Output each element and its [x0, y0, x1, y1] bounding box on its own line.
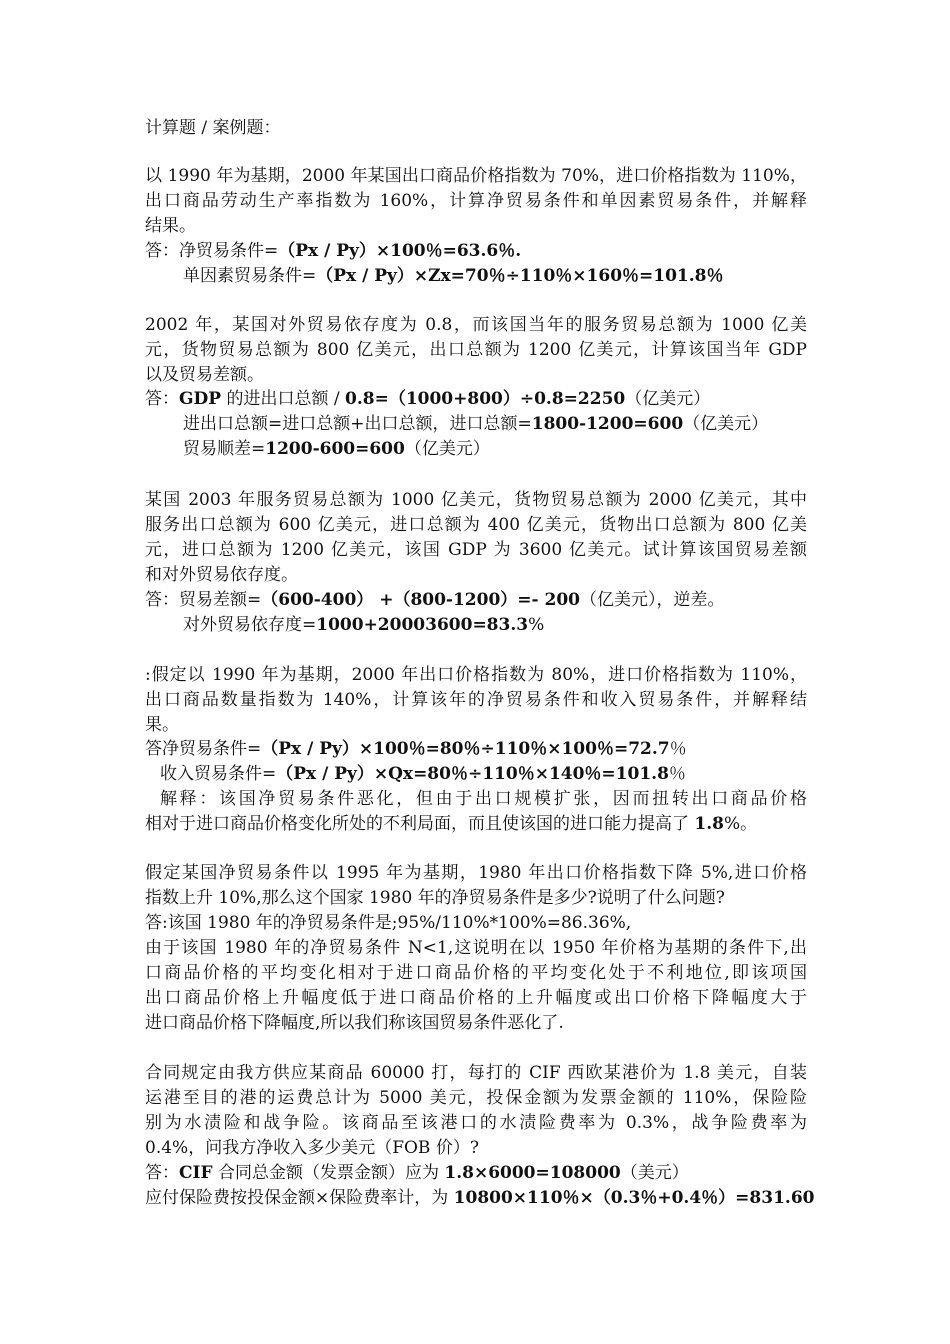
q6-line-2: 运港至目的港的运费总计为 5000 美元，投保金额为发票金额的 110%，保险险: [145, 1088, 807, 1108]
q3-line-1: 某国 2003 年服务贸易总额为 1000 亿美元，货物贸易总额为 2000 亿美元，其中: [145, 490, 807, 510]
q2-line-3: 以及贸易差额。: [145, 365, 264, 385]
q5-line-7: 进口商品价格下降幅度,所以我们称该国贸易条件恶化了.: [145, 1013, 564, 1033]
q6-line-4: 0.4%，问我方净收入多少美元（FOB 价）?: [145, 1138, 479, 1158]
q3-line-4: 和对外贸易依存度。: [145, 565, 298, 585]
section-heading: 计算题 / 案例题：: [145, 118, 281, 138]
q3-answer-1: [145, 588, 725, 613]
q6-answer-2-text: 应付保险费按投保金额×保险费率计，为: [145, 1188, 454, 1208]
q2-answer-2: [183, 412, 768, 437]
q4-answer-1-unit: ％: [669, 739, 687, 759]
q6-line-3: 别为水渍险和战争险。该商品至该港口的水渍险费率为 0.3%，战争险费率为: [145, 1113, 807, 1133]
q4-explain-2-value: 1.8: [694, 814, 724, 834]
q4-line-3: 果。: [145, 715, 179, 735]
q2-answer-2-unit: （亿美元）: [683, 414, 769, 434]
q6-answer-1-text: 合同总金额（发票金额）应为: [212, 1163, 445, 1183]
q2-answer-1: [145, 387, 710, 412]
q5-line-6: 出口商品价格上升幅度低于进口商品价格的上升幅度或出口价格下降幅度大于: [145, 988, 807, 1008]
q6-answer-1-unit: （美元）: [620, 1163, 689, 1183]
q2-answer-3-text: 贸易顺差=: [183, 439, 266, 459]
q3-line-2: 服务出口总额为 600 亿美元，进口总额为 400 亿美元，货物出口总额为 800 亿美: [145, 515, 807, 535]
q2-answer-3-unit: （亿美元）: [404, 439, 490, 459]
q4-answer-2: [160, 762, 686, 787]
q2-answer-2-formula: 1800-1200=600: [531, 414, 684, 434]
q1-line-3: 结果。: [145, 216, 196, 236]
q6-line-1: 合同规定由我方供应某商品 60000 打，每打的 CIF 西欧某港价为 1.8 美元，自装: [145, 1063, 807, 1083]
q2-answer-2-text: 进出口总额=进口总额+出口总额，进口总额=: [183, 414, 532, 434]
q3-answer-2-label: 对外贸易依存度=: [183, 615, 317, 635]
q6-answer-2-formula: 10800×110％×（0.3％+0.4％）=831.60: [453, 1188, 815, 1208]
q4-explain-2-text: 相对于进口商品价格变化所处的不利局面，而且使该国的进口能力提高了: [145, 814, 695, 834]
q4-explain-2-unit: %。: [723, 814, 758, 834]
q4-answer-2-formula: （Px / Py）×Qx=80％÷110％×140％=101.8: [276, 764, 669, 784]
q4-line-1: :假定以 1990 年为基期，2000 年出口价格指数为 80%，进口价格指数为 110%，: [145, 665, 807, 685]
q4-answer-1-formula: （Px / Py）×100％=80％÷110％×100％=72.7: [261, 739, 670, 759]
q1-line-2: 出口商品劳动生产率指数为 160%，计算净贸易条件和单因素贸易条件，并解释: [145, 191, 807, 211]
q2-line-1: 2002 年，某国对外贸易依存度为 0.8，而该国当年的服务贸易总额为 1000 亿美: [145, 315, 807, 335]
q2-answer-1-unit: （亿美元）: [625, 389, 711, 409]
q3-answer-1-unit: （亿美元），逆差。: [580, 590, 725, 610]
q3-answer-2: [183, 613, 544, 638]
q5-line-2: 指数上升 10%,那么这个国家 1980 年的净贸易条件是多少?说明了什么问题?: [145, 888, 725, 908]
q3-answer-2-formula: 1000+20003600=83.3: [316, 615, 529, 635]
q1-answer-2: [183, 264, 724, 289]
q4-answer-2-unit: ％: [668, 764, 686, 784]
q1-answer-1: [145, 239, 521, 264]
q2-answer-1-formula: 0.8=（1000+800）÷0.8=2250: [345, 389, 626, 409]
q6-answer-1: [145, 1161, 689, 1186]
q5-line-1: 假定某国净贸易条件以 1995 年为基期，1980 年出口价格指数下降 5%,进口价格: [145, 863, 807, 883]
q1-answer-1-label: 答：净贸易条件=: [145, 241, 279, 261]
q1-answer-2-formula: （Px / Py）×Zx=70％÷110％×160％=101.8％: [316, 266, 724, 286]
q6-answer-2: [145, 1186, 814, 1211]
q6-answer-1-cif: CIF: [179, 1163, 213, 1183]
q2-answer-3: [183, 437, 490, 462]
q1-answer-2-label: 单因素贸易条件=: [183, 266, 317, 286]
q4-line-2: 出口商品数量指数为 140%，计算该年的净贸易条件和收入贸易条件，并解释结: [145, 690, 807, 710]
q5-answer-line: 答:该国 1980 年的净贸易条件是;95%/110%*100%=86.36%,: [145, 913, 632, 933]
q4-answer-2-label: 收入贸易条件=: [160, 764, 277, 784]
q3-line-3: 元，进口总额为 1200 亿美元，该国 GDP 为 3600 亿美元。试计算该国贸易差额: [145, 540, 807, 560]
q6-answer-1-label: 答：: [145, 1163, 179, 1183]
q2-line-2: 元，货物贸易总额为 800 亿美元，出口总额为 1200 亿美元，计算该国当年 GDP: [145, 340, 807, 360]
q2-answer-1-gdp: GDP: [179, 389, 222, 409]
q5-line-4: 由于该国 1980 年的净贸易条件 N<1,这说明在以 1950 年价格为基期的条件下,出: [145, 938, 807, 958]
q6-answer-1-formula: 1.8×6000=108000: [444, 1163, 621, 1183]
q2-answer-1-label: 答：: [145, 389, 179, 409]
q2-answer-1-text: 的进出口总额 /: [221, 389, 345, 409]
q2-answer-3-formula: 1200-600=600: [265, 439, 405, 459]
q3-answer-1-label: 答：贸易差额=: [145, 590, 262, 610]
q4-explain-2: [145, 812, 757, 837]
q5-line-5: 口商品价格的平均变化相对于进口商品价格的平均变化处于不利地位,即该项国: [145, 963, 807, 983]
q4-answer-1-label: 答净贸易条件=: [145, 739, 262, 759]
q1-line-1: 以 1990 年为基期，2000 年某国出口商品价格指数为 70%，进口价格指数为 110%，: [145, 166, 807, 186]
q4-explain-1: 解释：该国净贸易条件恶化，但由于出口规模扩张，因而扭转出口商品价格: [160, 789, 807, 809]
q3-answer-1-formula: （600-400） +（800-1200）=- 200: [261, 590, 580, 610]
q1-answer-1-formula: （Px / Py）×100％=63.6％.: [278, 241, 522, 261]
q4-answer-1: [145, 737, 687, 762]
q3-answer-2-unit: %: [528, 615, 545, 635]
